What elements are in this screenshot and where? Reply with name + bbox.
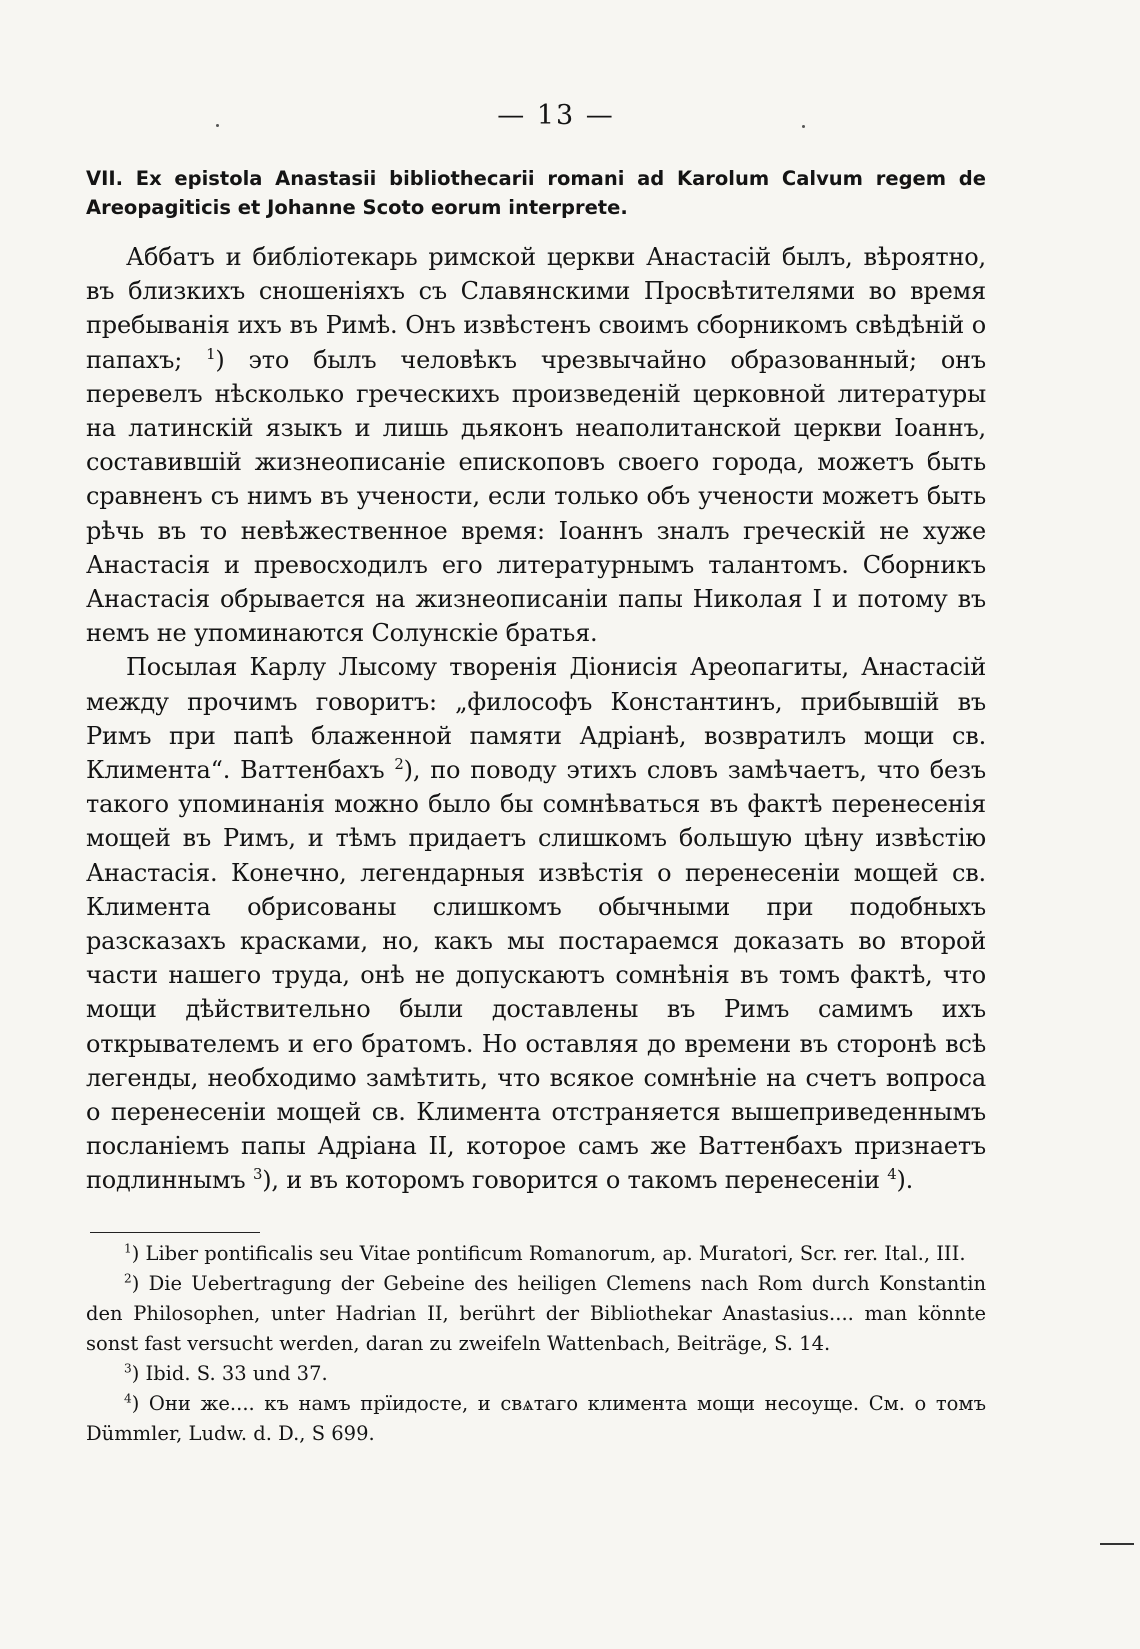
footnote-ref-4[interactable]: 4 (887, 1165, 897, 1184)
footnote-text: ) Они же.... къ намъ прїидосте, и свѧтаго климента мощи несоуще. См. о томъ Dümmler, Ludw. d. D., S 699. (86, 1391, 986, 1445)
footnote-text: ) Die Uebertragung der Gebeine des heiligen Clemens nach Rom durch Konstantin den Philosophen, unter Hadrian II, berührt der Bibliothekar Anastasius.... man könnte sonst fast versucht werden, daran zu zweifeln Wattenbach, Beiträge, S. 14. (86, 1271, 986, 1355)
paragraph-text: Посылая Карлу Лысому творенія Діонисія Ареопагиты, Анастасій между прочимъ говоритъ: „философъ Константинъ, прибывшій въ Римъ при папѣ блаженной памяти Адріанѣ, возвратилъ мощи св. Климента“. Ваттенбахъ (86, 653, 986, 785)
footnote-marker: 2 (124, 1271, 132, 1286)
section-heading: VII. Ex epistola Anastasii bibliothecarii romani ad Karolum Calvum regem de Areopagiticis et Johanne Scoto eorum interprete. (86, 167, 986, 219)
body-text (86, 240, 986, 1198)
footnote-text: ) Liber pontificalis seu Vitae pontificum Romanorum, ap. Muratori, Scr. rer. Ital., III. (131, 1241, 966, 1265)
footnote-4 (86, 1389, 986, 1449)
paragraph-text: ), и въ которомъ говорится о такомъ перенесеніи (262, 1166, 880, 1195)
footnote-ref-1[interactable]: 1 (206, 344, 216, 363)
footnote-marker: 4 (124, 1391, 132, 1406)
paragraph-text: ), по поводу этихъ словъ замѣчаетъ, что безъ такого упоминанія можно было бы сомнѣваться въ фактѣ перенесенія мощей въ Римъ, и тѣмъ придаетъ слишкомъ большую цѣну извѣстію Анастасія. Конечно, легендарныя извѣстія о перенесеніи мощей св. Климента обрисованы слишкомъ обычными при подобныхъ разсказахъ красками, но, какъ мы постараемся доказать во второй части нашего труда, онѣ не допускаютъ сомнѣнія въ томъ фактѣ, что мощи дѣйствительно были доставлены въ Римъ самимъ ихъ открывателемъ и его братомъ. Но оставляя до времени въ сторонѣ всѣ легенды, необходимо замѣтить, что всякое сомнѣніе на счетъ вопроса о перенесеніи мощей св. Климента отстраняется вышеприведеннымъ посланіемъ папы Адріана II, которое самъ же Ваттенбахъ признаетъ подлиннымъ (86, 756, 987, 1195)
paragraph-1 (86, 240, 986, 650)
footnote-divider (90, 1232, 260, 1233)
footnote-ref-2[interactable]: 2 (394, 755, 404, 774)
footnote-marker: 3 (124, 1361, 132, 1376)
paragraph-text: ). (896, 1166, 914, 1195)
scan-edge-mark (1100, 1543, 1134, 1545)
footnote-2 (86, 1269, 986, 1359)
page-number: — 13 — (497, 100, 615, 131)
footnote-1 (86, 1239, 986, 1269)
footnote-marker: 1 (124, 1241, 132, 1256)
paragraph-2 (86, 650, 986, 1197)
footnotes (86, 1239, 986, 1449)
page-content (86, 100, 986, 1449)
paragraph-text: Аббатъ и библіотекарь римской церкви Анастасій былъ, вѣроятно, въ близкихъ сношеніяхъ съ Славянскими Просвѣтителями во время пребыванія ихъ въ Римѣ. Онъ извѣстенъ своимъ сборникомъ свѣдѣній о папахъ; (86, 243, 986, 374)
footnote-text: ) Ibid. S. 33 und 37. (131, 1361, 328, 1385)
paragraph-text: ) это былъ человѣкъ чрезвычайно образованный; онъ перевелъ нѣсколько греческихъ произведеній церковной литературы на латинскій языкъ и лишь дьяконъ неаполитанской церкви Іоаннъ, составившій жизнеописаніе епископовъ своего города, можетъ быть сравненъ съ нимъ въ учености, если только объ учености можетъ быть рѣчь въ то невѣжественное время: Іоаннъ зналъ греческій не хуже Анастасія и превосходилъ его литературнымъ талантомъ. Сборникъ Анастасія обрывается на жизнеописаніи папы Николая I и потому въ немъ не упоминаются Солунскіе братья. (86, 345, 986, 648)
footnote-ref-3[interactable]: 3 (252, 1165, 263, 1184)
footnote-3 (86, 1359, 986, 1389)
